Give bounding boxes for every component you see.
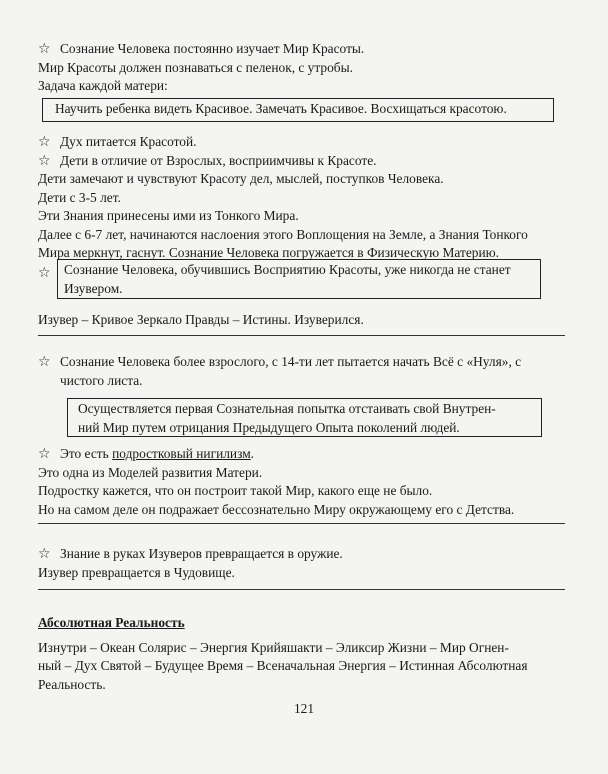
text-line: Мир Красоты должен познаваться с пеленок, с утробы.	[38, 59, 353, 75]
text-line: Эти Знания принесены ими из Тонкого Мира.	[38, 208, 299, 223]
section-5	[38, 614, 564, 694]
star-icon: ☆	[38, 41, 51, 57]
text-line: Дети с 3-5 лет.	[38, 189, 121, 205]
text-line: Но на самом деле он подражает бессознательно Миру окружающему его с Детства.	[38, 501, 515, 517]
text-line: Изувер – Кривое Зеркало Правды – Истины. Изуверился.	[38, 312, 364, 327]
boxed-note: Осуществляется первая Сознательная попытка отстаивать свой Внутрен- ний Мир путем отрицания Предыдущего Опыта поколений людей.	[67, 398, 542, 437]
text-line: Подростку кажется, что он построит такой Мир, какого еще не было.	[38, 483, 433, 498]
section-4	[38, 545, 564, 582]
text-line: Это одна из Моделей развития Матери.	[38, 464, 263, 480]
text-line: ный – Дух Святой – Будущее Время – Всеначальная Энергия – Истинная Абсолютная	[38, 658, 528, 673]
text-line: Далее с 6-7 лет, начинаются наслоения этого Воплощения на Земле, а Знания Тонкого	[38, 226, 528, 242]
section-2	[38, 133, 564, 263]
boxed-note: Научить ребенка видеть Красивое. Замечать Красивое. Восхищаться красотою.	[42, 98, 554, 122]
text-line: Изнутри – Океан Солярис – Энергия Крийяшакти – Эликсир Жизни – Мир Огнен-	[38, 639, 509, 655]
text-line: Реальность.	[38, 676, 106, 692]
star-icon: ☆	[38, 446, 51, 462]
divider	[38, 523, 565, 524]
star-icon: ☆	[38, 546, 51, 562]
text-line: Задача каждой матери:	[38, 78, 168, 93]
star-icon: ☆	[38, 354, 51, 370]
underlined-term: подростковый нигилизм	[112, 446, 251, 461]
page-number: 121	[293, 701, 315, 716]
text-line: ☆ Это есть подростковый нигилизм.	[38, 446, 255, 462]
text-line: Изувер превращается в Чудовище.	[38, 564, 235, 580]
text-line: ☆ Знание в руках Изуверов превращается в оружие.	[38, 546, 343, 562]
text-line: Дети замечают и чувствуют Красоту дел, мыслей, поступков Человека.	[38, 171, 444, 186]
text-line: чистого листа.	[60, 372, 143, 388]
text-line: Мира меркнут, гаснут. Сознание Человека погружается в Физическую Материю.	[38, 245, 500, 260]
section-heading: Абсолютная Реальность	[38, 615, 185, 630]
boxed-note: Сознание Человека, обучившись Восприятию Красоты, уже никогда не станет Изувером.	[57, 259, 541, 299]
text-line: ☆ Сознание Человека постоянно изучает Мир Красоты.	[38, 41, 365, 57]
text-line: ☆ Дух питается Красотой.	[38, 134, 197, 150]
divider	[38, 335, 565, 336]
section-2-tail	[38, 311, 564, 330]
star-icon: ☆	[38, 152, 51, 169]
text-line: ☆ Дети в отличие от Взрослых, восприимчивы к Красоте.	[38, 152, 377, 169]
divider	[38, 589, 565, 590]
star-icon: ☆	[38, 265, 51, 281]
section-1	[38, 40, 564, 96]
text-line: ☆ Сознание Человека более взрослого, с 14-ти лет пытается начать Всё с «Нуля», с	[38, 354, 522, 370]
section-3-body	[38, 445, 564, 519]
section-3	[38, 353, 564, 390]
star-icon: ☆	[38, 134, 51, 150]
